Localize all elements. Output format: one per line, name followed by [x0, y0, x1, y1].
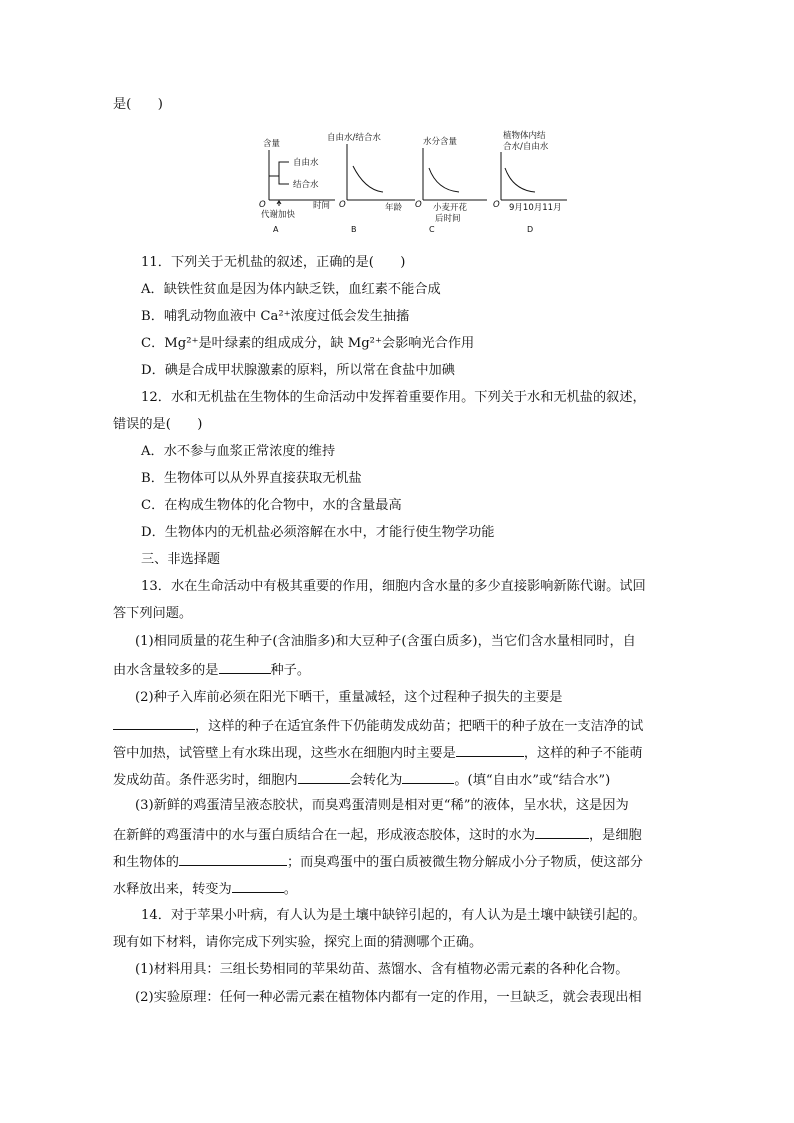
q13-part2-line1: (2)种子入库前必须在阳光下晒干，重量减轻，这个过程种子损失的主要是	[135, 690, 563, 705]
graph-d	[493, 130, 567, 234]
q11-option-b: B．哺乳动物血液中 Ca²⁺浓度过低会发生抽搐	[141, 309, 410, 324]
q12-option-b: B．生物体可以从外界直接获取无机盐	[141, 471, 362, 486]
graph-c-origin: O	[415, 200, 422, 210]
graph-b-xlabel: 年龄	[385, 203, 403, 213]
graph-a-ylabel: 含量	[263, 139, 281, 149]
graph-c-xnote2: 后时间	[435, 214, 461, 224]
q11-option-c: C．Mg²⁺是叶绿素的组成成分，缺 Mg²⁺会影响光合作用	[141, 336, 475, 351]
q13-part2-line3-end: ，这样的种子不能萌	[523, 746, 643, 761]
q12-stem-line2: 错误的是( )	[113, 417, 203, 432]
q13-part2-line2	[113, 717, 643, 735]
graph-b-ylabel: 自由水/结合水	[327, 133, 381, 143]
graph-a-letter: A	[273, 225, 279, 234]
graph-a	[259, 138, 335, 234]
graph-a-bound-water-line	[279, 176, 289, 184]
graph-a-curve2-label: 结合水	[293, 180, 319, 190]
q13-part2-line3	[113, 744, 643, 762]
q13-part3-line1: (3)新鲜的鸡蛋清呈液态胶状，而臭鸡蛋清则是相对更“稀”的液体，呈水状，这是因为	[135, 798, 629, 813]
graph-c-curve	[429, 168, 459, 192]
q13-blank-3[interactable]	[456, 744, 524, 757]
q11-option-d: D．碘是合成甲状腺激素的原料，所以常在食盐中加碘	[141, 363, 455, 378]
graph-c-ylabel: 水分含量	[423, 137, 458, 147]
q13-part1-text: 由水含量较多的是	[113, 663, 219, 678]
q13-part3-line4-text: 水释放出来，转变为	[113, 882, 232, 897]
q13-part2-line4-end: 。(填“自由水”或“结合水”)	[454, 773, 611, 788]
q13-blank-6[interactable]	[535, 826, 589, 839]
q13-blank-7[interactable]	[179, 853, 287, 866]
q13-stem-line2: 答下列问题。	[113, 606, 193, 621]
q12-option-a: A．水不参与血浆正常浓度的维持	[141, 444, 336, 459]
graph-a-origin: O	[259, 200, 266, 210]
graph-b-curve	[353, 166, 383, 192]
q12-option-d: D．生物体内的无机盐必须溶解在水中，才能行使生物学功能	[141, 525, 495, 540]
q13-part3-line3-text: 和生物体的	[113, 855, 179, 870]
graph-d-letter: D	[527, 225, 534, 234]
graph-d-curve	[505, 168, 535, 192]
q13-blank-4[interactable]	[298, 771, 350, 784]
q11-stem: 11．下列关于无机盐的叙述，正确的是( )	[141, 255, 406, 270]
q14-stem-line2: 现有如下材料，请你完成下列实验，探究上面的猜测哪个正确。	[113, 935, 483, 950]
q14-part1: (1)材料用具：三组长势相同的苹果幼苗、蒸馏水、含有植物必需元素的各种化合物。	[135, 962, 629, 977]
q14-part2: (2)实验原理：任何一种必需元素在植物体内都有一定的作用，一旦缺乏，就会表现出相	[135, 990, 642, 1005]
graph-a-xlabel: 时间	[313, 201, 331, 211]
graph-d-xticks: 9月10月11月	[509, 203, 562, 213]
q13-part3-line4	[113, 880, 297, 898]
graph-d-origin: O	[493, 200, 500, 210]
q12-option-c: C．在构成生物体的化合物中，水的含量最高	[141, 498, 402, 513]
q13-part2-line2-text: ，这样的种子在适宜条件下仍能萌发成幼苗；把晒干的种子放在一支洁净的试	[195, 719, 644, 734]
q13-part2-line4	[113, 771, 610, 789]
graph-b-origin: O	[339, 200, 346, 210]
graph-d-ylabel1: 植物体内结	[503, 131, 546, 141]
graph-c-letter: C	[429, 225, 435, 234]
section-heading-nonchoice: 三、非选择题	[141, 552, 221, 567]
q13-part3-line2-text: 在新鲜的鸡蛋清中的水与蛋白质结合在一起，形成液态胶体，这时的水为	[113, 828, 535, 843]
q13-part3-line3	[113, 853, 643, 871]
graph-a-curve1-label: 自由水	[293, 158, 319, 168]
q13-part1-text-end: 种子。	[270, 663, 311, 678]
q13-part2-line3-text: 管中加热，试管壁上有水珠出现，这些水在细胞内时主要是	[113, 746, 456, 761]
q13-part2-line4-text: 发成幼苗。条件恶劣时，细胞内	[113, 773, 298, 788]
q14-stem-line1: 14．对于苹果小叶病，有人认为是土壤中缺锌引起的，有人认为是土壤中缺镁引起的。	[141, 908, 646, 923]
q13-blank-5[interactable]	[402, 771, 454, 784]
q13-stem-line1: 13．水在生命活动中有极其重要的作用，细胞内含水量的多少直接影响新陈代谢。试回	[141, 579, 646, 594]
q13-blank-2[interactable]	[113, 717, 195, 730]
q13-blank-1[interactable]	[219, 661, 271, 674]
q11-option-a: A．缺铁性贫血是因为体内缺乏铁，血红素不能合成	[141, 282, 441, 297]
q12-stem-line1: 12．水和无机盐在生物体的生命活动中发挥着重要作用。下列关于水和无机盐的叙述，	[141, 390, 646, 405]
q13-part3-line2-end: ，是细胞	[589, 828, 642, 843]
q13-part2-line4-mid: 会转化为	[349, 773, 403, 788]
graph-a-xnote: 代谢加快	[261, 210, 296, 220]
graph-d-ylabel2: 合水/自由水	[503, 142, 549, 152]
graph-b-letter: B	[351, 225, 357, 234]
q13-part1-line2	[113, 661, 310, 679]
q13-part3-line3-end: ；而臭鸡蛋中的蛋白质被微生物分解成小分子物质，使这部分	[286, 855, 643, 870]
graph-c-xnote1: 小麦开花	[433, 203, 468, 213]
q13-part1-line1: (1)相同质量的花生种子(含油脂多)和大豆种子(含蛋白质多)，当它们含水量相同时，自	[135, 634, 636, 649]
q13-part3-line2	[113, 826, 642, 844]
q13-part3-line4-end: 。	[283, 882, 297, 897]
q13-blank-8[interactable]	[232, 880, 284, 893]
water-content-graphs	[257, 128, 577, 238]
question-10-tail: 是( )	[113, 97, 163, 112]
graph-a-free-water-line	[269, 162, 289, 176]
graph-c	[415, 136, 487, 234]
graph-b	[327, 132, 415, 234]
